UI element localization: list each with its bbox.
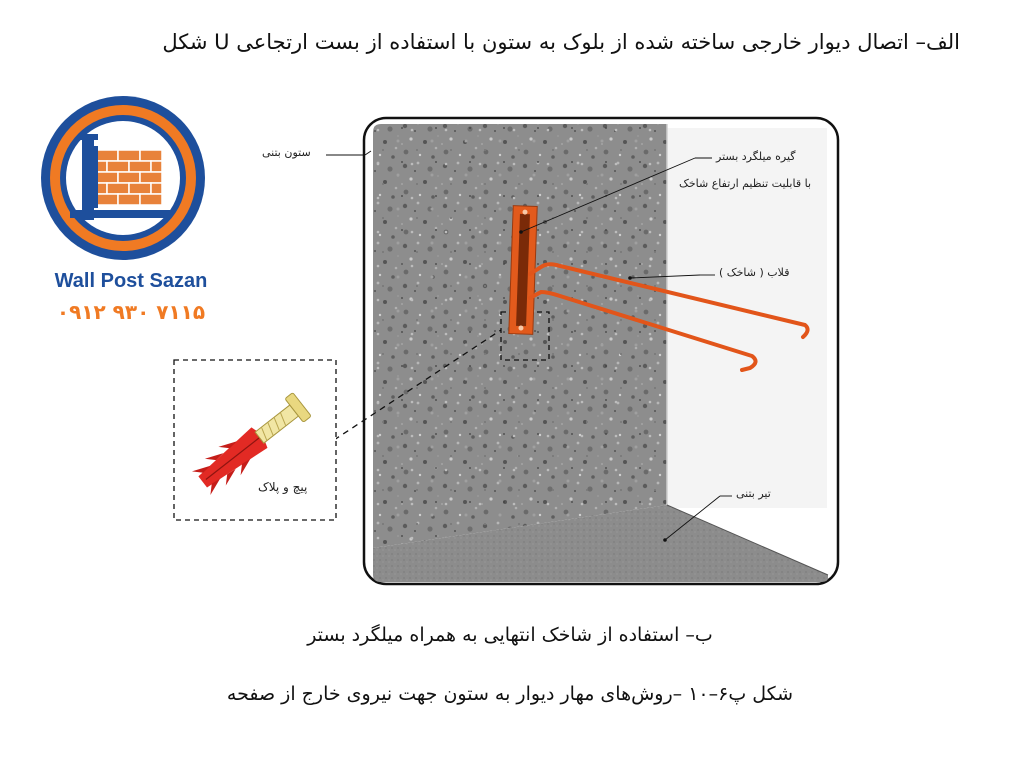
label-bed-rebar-clip: گیره میلگرد بستر [716, 150, 796, 163]
logo-brand-name: Wall Post Sazan [54, 270, 208, 292]
label-concrete-column: ستون بتنی [262, 146, 311, 159]
label-hook: قلاب ( شاخک ) [719, 266, 790, 279]
page-title: الف– اتصال دیوار خارجی ساخته شده از بلوک به ستون با استفاده از بست ارتجاعی U شکل [162, 30, 960, 54]
label-height-adjust: با قابلیت تنظیم ارتفاع شاخک [679, 177, 811, 190]
logo-phone: ۰۹۱۲ ۹۳۰ ۷۱۱۵ [56, 300, 206, 324]
label-concrete-beam: تیر بتنی [736, 487, 771, 500]
figure-caption: شکل پ۶–۱۰ –روش‌های مهار دیوار به ستون جهت نیروی خارج از صفحه [226, 683, 794, 705]
label-screw-plug: پیچ و پلاک [258, 480, 308, 494]
caption-part-b: ب– استفاده از شاخک انتهایی به همراه میلگرد بستر [307, 624, 713, 646]
logo-emblem [41, 96, 205, 260]
